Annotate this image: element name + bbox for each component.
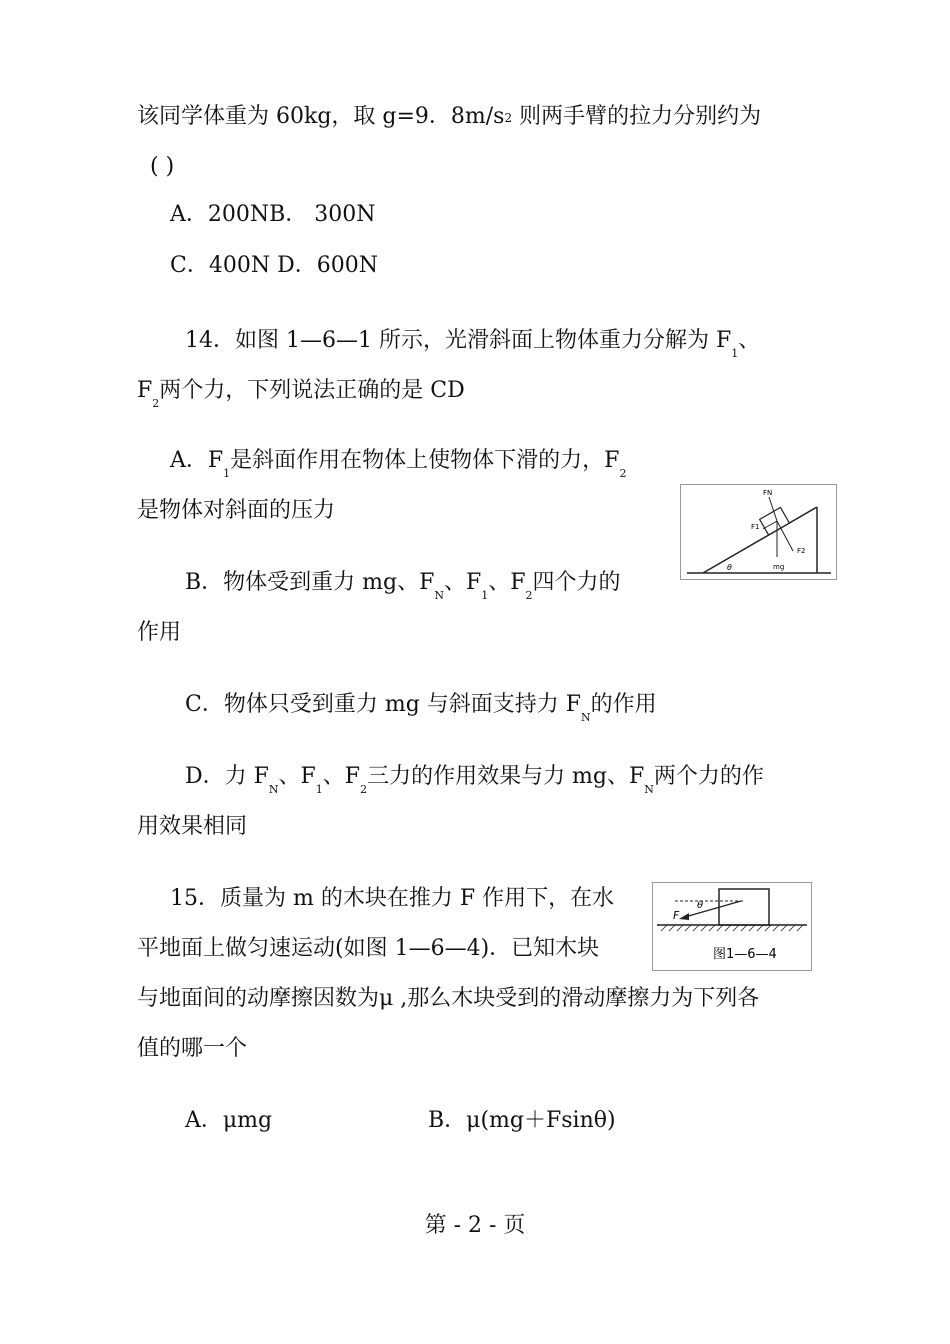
block-push-figure	[652, 882, 812, 971]
q14-option-d-line2: 用效果相同	[137, 814, 248, 839]
page-number: 第 - 2 - 页	[424, 1213, 526, 1238]
incline-figure	[680, 484, 837, 580]
theta-label: θ	[727, 563, 732, 572]
q14-stem-line2: $F_2$两个力，下列说法正确的是 CD	[137, 378, 465, 410]
q15-stem-line4: 值的哪一个	[137, 1036, 248, 1061]
q14-option-a-line1: A．$F_1$是斜面作用在物体上使物体下滑的力，$F_2$	[170, 448, 627, 480]
block-push-diagram	[653, 883, 811, 970]
incline-diagram	[681, 485, 836, 579]
q15-option-b: B．μ(mg＋Fsinθ)	[428, 1108, 616, 1133]
q15-option-a: A．μmg	[185, 1108, 273, 1133]
f2-label: F2	[797, 547, 806, 555]
q13-answer-paren: ( )	[150, 154, 175, 179]
q14-option-b-line1: B．物体受到重力 mg、$F_N$、$F_1$、$F_2$四个力的	[185, 570, 621, 602]
q14-option-c: C．物体只受到重力 mg 与斜面支持力 $F_N$的作用	[185, 692, 657, 724]
mg-label: mg	[773, 563, 785, 571]
q14-option-a-line2: 是物体对斜面的压力	[137, 498, 336, 523]
q15-stem-line3: 与地面间的动摩擦因数为μ ,那么木块受到的滑动摩擦力为下列各	[137, 986, 760, 1011]
q14-option-b-line2: 作用	[137, 620, 182, 645]
incline-slope	[703, 507, 817, 573]
q14-stem-line1: 14．如图 1—6—1 所示，光滑斜面上物体重力分解为 $F_1$、	[185, 328, 761, 360]
figure-caption: 图1—6—4	[713, 947, 777, 962]
floor-hatching	[661, 925, 803, 931]
block	[760, 507, 790, 535]
force-arrowhead	[679, 913, 689, 920]
q13-options-cd: C．400N D．600N	[170, 253, 378, 278]
wood-block	[719, 889, 769, 925]
fn-label: FN	[763, 489, 773, 497]
q15-stem-line1: 15．质量为 m 的木块在推力 F 作用下，在水	[170, 886, 615, 911]
q13-options-ab: A．200NB． 300N	[170, 202, 376, 227]
f1-label: F1	[751, 523, 760, 531]
q15-stem-line2: 平地面上做匀速运动(如图 1—6—4)．已知木块	[137, 936, 600, 961]
q13-stem-line1: 该同学体重为 60kg，取 g=9．8m/s2 则两手臂的拉力分别约为	[137, 104, 762, 129]
force-label: F	[673, 909, 680, 922]
angle-label: θ	[697, 900, 704, 911]
q14-option-d-line1: D．力 $F_N$、$F_1$、$F_2$三力的作用效果与力 mg、$F_N$两个力的作	[185, 764, 764, 796]
